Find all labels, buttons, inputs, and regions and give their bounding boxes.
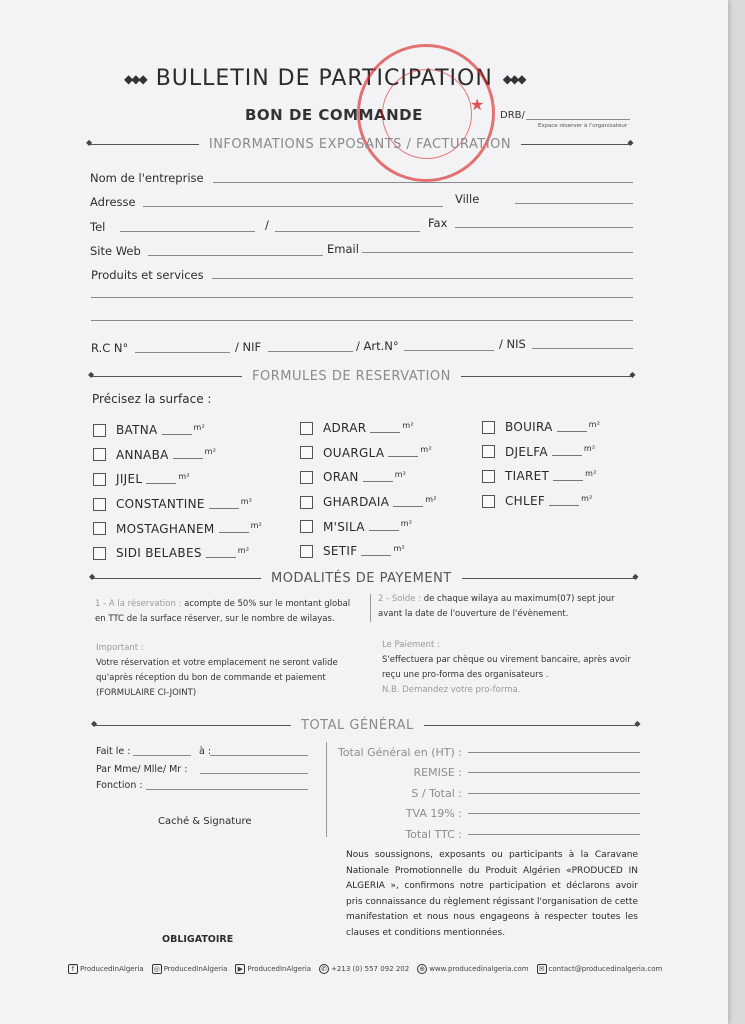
nis-field[interactable] <box>532 348 633 349</box>
city-name: BATNA <box>116 423 158 438</box>
formule-option-adrar[interactable] <box>300 416 437 441</box>
place-label: à : <box>199 746 212 757</box>
unit-label: m² <box>250 521 263 531</box>
diamond-left-icon: ◆◆◆ <box>124 71 146 86</box>
city-name: M'SILA <box>323 519 365 534</box>
nif-field[interactable] <box>268 351 353 352</box>
formule-option-ghardaia[interactable] <box>300 490 437 515</box>
tel-field-2[interactable] <box>275 231 420 232</box>
website-label: Site Web <box>90 244 141 258</box>
surface-field[interactable] <box>370 423 400 433</box>
company-name-label: Nom de l'entreprise <box>90 171 204 185</box>
instagram-link[interactable]: ◎ ProducedInAlgeria <box>153 965 228 973</box>
surface-field[interactable] <box>549 496 579 506</box>
formules-col-2 <box>300 416 437 564</box>
fax-label: Fax <box>428 216 448 230</box>
form-title-text: BULLETIN DE PARTICIPATION <box>155 66 493 91</box>
declaration-text: Nous soussignons, exposants ou participants à la Caravane Nationale Promotionnelle du Produit Algérien «PRODUCED IN ALGERIA », confirmons notre participation et déclarons avoir pris connaissance du règlement régissant l'organisation de cette manifestation et nous nous engageons à respecter toutes les clauses et conditions mentionnées. <box>346 850 638 938</box>
signature-label: Caché & Signature <box>158 816 252 827</box>
city-name: GHARDAIA <box>323 495 390 510</box>
mail-icon: ✉ <box>537 964 547 974</box>
formule-option-m-sila[interactable] <box>300 514 437 539</box>
diamond-right-icon: ◆◆◆ <box>502 71 525 86</box>
website-link[interactable]: ⊕ www.producedinalgeria.com <box>417 964 528 974</box>
formules-col-3 <box>482 415 600 513</box>
checkbox[interactable] <box>300 471 313 484</box>
total-row-label: TVA 19% : <box>405 807 462 821</box>
payment-text: S'effectuera par chèque ou virement bancaire, après avoir reçu une pro-forma des organisateurs . <box>382 655 631 680</box>
total-row <box>330 783 640 804</box>
formule-option-bouira[interactable] <box>482 415 600 440</box>
phone-icon: ✆ <box>319 964 329 974</box>
art-label: / Art.N° <box>356 339 399 353</box>
drb-label: DRB/ <box>500 110 525 121</box>
payment-label: Le Paiement : <box>382 640 440 650</box>
unit-label: m² <box>420 445 432 455</box>
form-subtitle: BON DE COMMANDE <box>245 106 423 124</box>
formule-option-tiaret[interactable] <box>482 464 600 489</box>
total-row-field[interactable] <box>468 834 640 835</box>
unit-label: m² <box>394 469 407 479</box>
unit-label: m² <box>178 471 190 481</box>
important-note <box>96 641 358 701</box>
tel-label: Tel <box>90 220 106 234</box>
section-modalites <box>93 571 635 586</box>
place-field[interactable] <box>210 755 308 756</box>
checkbox[interactable] <box>93 424 106 437</box>
total-row <box>330 804 640 825</box>
checkbox[interactable] <box>300 520 313 533</box>
formule-option-oran[interactable] <box>300 465 437 490</box>
payment-step-2 <box>378 592 640 622</box>
checkbox[interactable] <box>482 421 495 434</box>
unit-label: m² <box>585 468 597 478</box>
email-link[interactable]: ✉ contact@producedinalgeria.com <box>537 964 663 974</box>
payment-note <box>382 638 642 698</box>
email-field[interactable] <box>362 252 633 253</box>
products-field-2[interactable] <box>91 297 633 298</box>
payment-step-1 <box>95 597 363 627</box>
formule-option-setif[interactable] <box>300 539 437 564</box>
section-formules-title: FORMULES DE RESERVATION <box>252 369 451 384</box>
formule-option-ouargla[interactable] <box>300 441 437 466</box>
unit-label: m² <box>400 519 413 529</box>
total-table <box>330 742 640 845</box>
checkbox[interactable] <box>300 545 313 558</box>
surface-field[interactable] <box>173 449 203 459</box>
phone-link[interactable]: ✆ +213 (0) 557 092 202 <box>319 964 409 974</box>
city-name: CHLEF <box>505 494 546 509</box>
youtube-icon: ▶ <box>235 964 245 974</box>
unit-label: m² <box>193 422 206 432</box>
section-total <box>95 718 637 733</box>
products-field-3[interactable] <box>91 320 633 321</box>
checkbox[interactable] <box>93 498 106 511</box>
important-label: Important : <box>96 643 144 653</box>
payment-step-2-text: de chaque wilaya au maximum(07) sept jour avant la date de l'ouverture de l'évènement. <box>378 594 615 619</box>
total-row <box>330 742 640 763</box>
checkbox[interactable] <box>93 473 106 486</box>
website-field[interactable] <box>148 255 323 256</box>
section-modalites-title: MODALITÉS DE PAYEMENT <box>271 571 452 586</box>
surface-field[interactable] <box>557 422 587 432</box>
surface-field[interactable] <box>361 546 391 556</box>
name-label: Par Mme/ Mlle/ Mr : <box>96 764 188 775</box>
unit-label: m² <box>393 543 406 553</box>
footer-contacts <box>68 964 678 974</box>
formule-option-constantine[interactable] <box>93 492 262 517</box>
checkbox[interactable] <box>482 445 495 458</box>
city-name: MOSTAGHANEM <box>116 521 215 536</box>
section-informations-title: INFORMATIONS EXPOSANTS / FACTURATION <box>208 137 512 152</box>
city-name: SETIF <box>323 544 358 559</box>
tel-separator: / <box>265 218 269 232</box>
organizer-note: Espace réserver à l'organisateur <box>538 123 628 129</box>
unit-label: m² <box>240 496 253 506</box>
checkbox[interactable] <box>300 422 313 435</box>
surface-field[interactable] <box>388 447 418 457</box>
total-row <box>330 763 640 784</box>
formule-option-mostaghanem[interactable] <box>93 516 262 541</box>
checkbox[interactable] <box>93 522 106 535</box>
surface-field[interactable] <box>219 523 249 533</box>
surface-field[interactable] <box>206 548 236 558</box>
tel-field-1[interactable] <box>120 231 255 232</box>
total-row-label: Total TTC : <box>405 827 462 841</box>
rc-field[interactable] <box>135 352 230 353</box>
date-label: Fait le : <box>96 746 131 757</box>
nif-label: / NIF <box>235 340 262 354</box>
formule-option-annaba[interactable] <box>93 443 262 468</box>
payment-step-1-label: 1 - A la réservation : <box>95 599 182 609</box>
total-divider <box>326 742 327 837</box>
surface-field[interactable] <box>162 425 192 435</box>
surface-field[interactable] <box>369 521 399 531</box>
total-row-field[interactable] <box>468 772 640 773</box>
unit-label: m² <box>583 444 596 454</box>
surface-field[interactable] <box>146 474 176 484</box>
formules-col-1 <box>93 418 262 566</box>
payment-step-2-label: 2 - Solde : <box>378 594 422 604</box>
rc-label: R.C N° <box>91 341 129 355</box>
signature-area[interactable] <box>110 832 310 927</box>
globe-icon: ⊕ <box>417 964 427 974</box>
youtube-link[interactable]: ▶ ProducedInAlgeria <box>235 964 311 974</box>
city-name: CONSTANTINE <box>116 497 205 512</box>
mandatory-label: OBLIGATOIRE <box>162 934 234 945</box>
date-field[interactable] <box>133 755 191 756</box>
email-label: Email <box>327 242 359 256</box>
surface-field[interactable] <box>553 471 583 481</box>
section-formules <box>92 369 632 384</box>
city-name: ORAN <box>323 470 359 485</box>
city-name: ANNABA <box>116 447 169 462</box>
products-label: Produits et services <box>91 268 204 282</box>
address-field[interactable] <box>143 206 443 207</box>
section-informations <box>90 137 630 152</box>
unit-label: m² <box>588 419 601 429</box>
column-divider <box>370 594 371 622</box>
surface-prompt: Précisez la surface : <box>92 392 212 406</box>
company-name-field[interactable] <box>213 182 633 183</box>
city-label: Ville <box>455 192 480 206</box>
city-name: BOUIRA <box>505 420 553 435</box>
city-name: OUARGLA <box>323 445 385 460</box>
facebook-icon: f <box>68 964 78 974</box>
nb-note: N.B. Demandez votre pro-forma. <box>382 685 521 695</box>
total-row-field[interactable] <box>468 793 640 794</box>
city-name: DJELFA <box>505 444 548 459</box>
city-field[interactable] <box>515 203 633 204</box>
instagram-icon: ◎ <box>153 965 160 973</box>
payment-step-1-text: acompte de 50% sur le montant global en TTC de la surface réserver, sur le nombre de wilayas. <box>95 599 351 624</box>
checkbox[interactable] <box>93 448 106 461</box>
total-row-label: S / Total : <box>411 786 462 800</box>
products-field-1[interactable] <box>212 278 633 279</box>
formule-option-chlef[interactable] <box>482 489 600 514</box>
function-label: Fonction : <box>96 780 143 791</box>
important-text: Votre réservation et votre emplacement ne seront valide qu'après réception du bon de commande et paiement (FORMULAIRE CI-JOINT) <box>96 658 338 698</box>
unit-label: m² <box>425 494 437 504</box>
unit-label: m² <box>581 493 593 503</box>
surface-field[interactable] <box>552 446 582 456</box>
surface-field[interactable] <box>363 472 393 482</box>
unit-label: m² <box>402 420 414 430</box>
checkbox[interactable] <box>482 470 495 483</box>
formule-option-jijel[interactable] <box>93 467 262 492</box>
surface-field[interactable] <box>209 499 239 509</box>
total-row-field[interactable] <box>468 752 640 753</box>
total-row-field[interactable] <box>468 813 640 814</box>
address-label: Adresse <box>90 195 136 209</box>
formule-option-djelfa[interactable] <box>482 440 600 465</box>
drb-field[interactable] <box>526 119 630 120</box>
facebook-link[interactable]: f ProducedInAlgeria <box>68 964 144 974</box>
city-name: ADRAR <box>323 421 367 436</box>
city-name: SIDI BELABES <box>116 546 202 561</box>
function-field[interactable] <box>146 789 308 790</box>
section-total-title: TOTAL GÉNÉRAL <box>301 718 414 733</box>
checkbox[interactable] <box>300 446 313 459</box>
city-name: TIARET <box>505 469 550 484</box>
stamp-star-icon: ★ <box>470 95 485 114</box>
formule-option-sidi-belabes[interactable] <box>93 541 262 566</box>
nis-label: / NIS <box>499 337 526 351</box>
surface-field[interactable] <box>393 497 423 507</box>
unit-label: m² <box>237 545 250 555</box>
total-row <box>330 824 640 845</box>
name-field[interactable] <box>200 773 308 774</box>
checkbox[interactable] <box>300 496 313 509</box>
total-row-label: Total Général en (HT) : <box>337 745 462 759</box>
total-row-label: REMISE : <box>413 766 462 780</box>
formule-option-batna[interactable] <box>93 418 262 443</box>
art-field[interactable] <box>404 350 494 351</box>
fax-field[interactable] <box>455 227 633 228</box>
checkbox[interactable] <box>482 495 495 508</box>
city-name: JIJEL <box>116 472 143 487</box>
checkbox[interactable] <box>93 547 106 560</box>
unit-label: m² <box>204 447 217 457</box>
